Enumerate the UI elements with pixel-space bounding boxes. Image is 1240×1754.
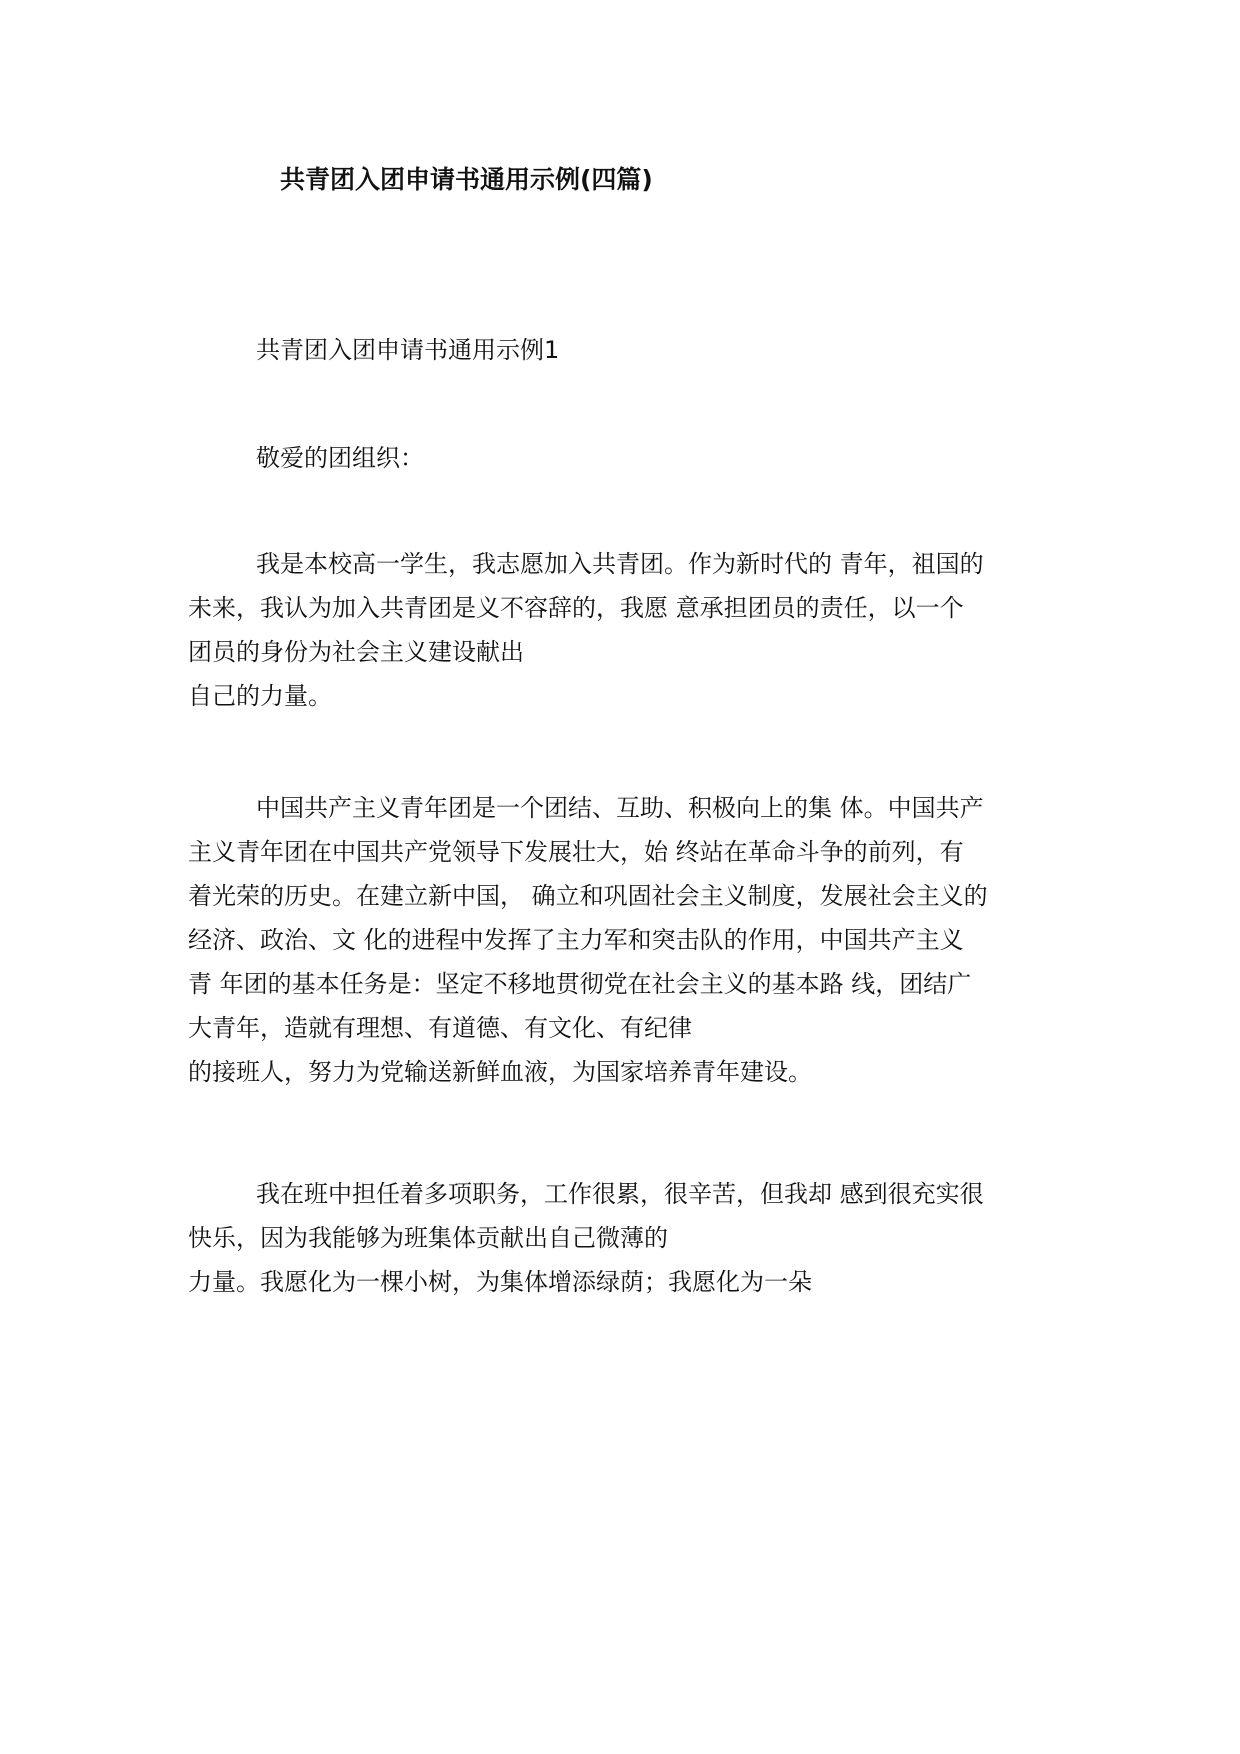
paragraph-line: 中国共产主义青年团是一个团结、互助、积极向上的集 体。中国共产: [256, 794, 984, 822]
paragraph-line: 大青年，造就有理想、有道德、有文化、有纪律: [188, 1014, 692, 1042]
document-title: 共青团入团申请书通用示例(四篇): [280, 165, 653, 194]
paragraph-line: 我是本校高一学生，我志愿加入共青团。作为新时代的 青年，祖国的: [256, 550, 984, 578]
paragraph-line: 团员的身份为社会主义建设献出: [188, 638, 524, 666]
paragraph-line: 快乐，因为我能够为班集体贡献出自己微薄的: [188, 1224, 668, 1252]
salutation: 敬爱的团组织：: [256, 444, 424, 472]
paragraph-line: 主义青年团在中国共产党领导下发展壮大，始 终站在革命斗争的前列，有: [188, 838, 964, 866]
paragraph-line: 青 年团的基本任务是：坚定不移地贯彻党在社会主义的基本路 线，团结广: [188, 970, 972, 998]
paragraph-line: 经济、政治、文 化的进程中发挥了主力军和突击队的作用，中国共产主义: [188, 926, 964, 954]
paragraph-line: 未来，我认为加入共青团是义不容辞的，我愿 意承担团员的责任，以一个: [188, 594, 964, 622]
paragraph-line: 我在班中担任着多项职务，工作很累，很辛苦，但我却 感到很充实很: [256, 1180, 984, 1208]
section-heading: 共青团入团申请书通用示例1: [256, 336, 560, 364]
paragraph-line: 力量。我愿化为一棵小树，为集体增添绿荫；我愿化为一朵: [188, 1268, 812, 1296]
paragraph-2: [188, 786, 1068, 1094]
paragraph-1: [188, 542, 1068, 718]
paragraph-3: [188, 1172, 1068, 1304]
paragraph-line: 自己的力量。: [188, 682, 332, 710]
paragraph-line: 着光荣的历史。在建立新中国， 确立和巩固社会主义制度，发展社会主义的: [188, 882, 988, 910]
paragraph-line: 的接班人，努力为党输送新鲜血液，为国家培养青年建设。: [188, 1058, 812, 1086]
